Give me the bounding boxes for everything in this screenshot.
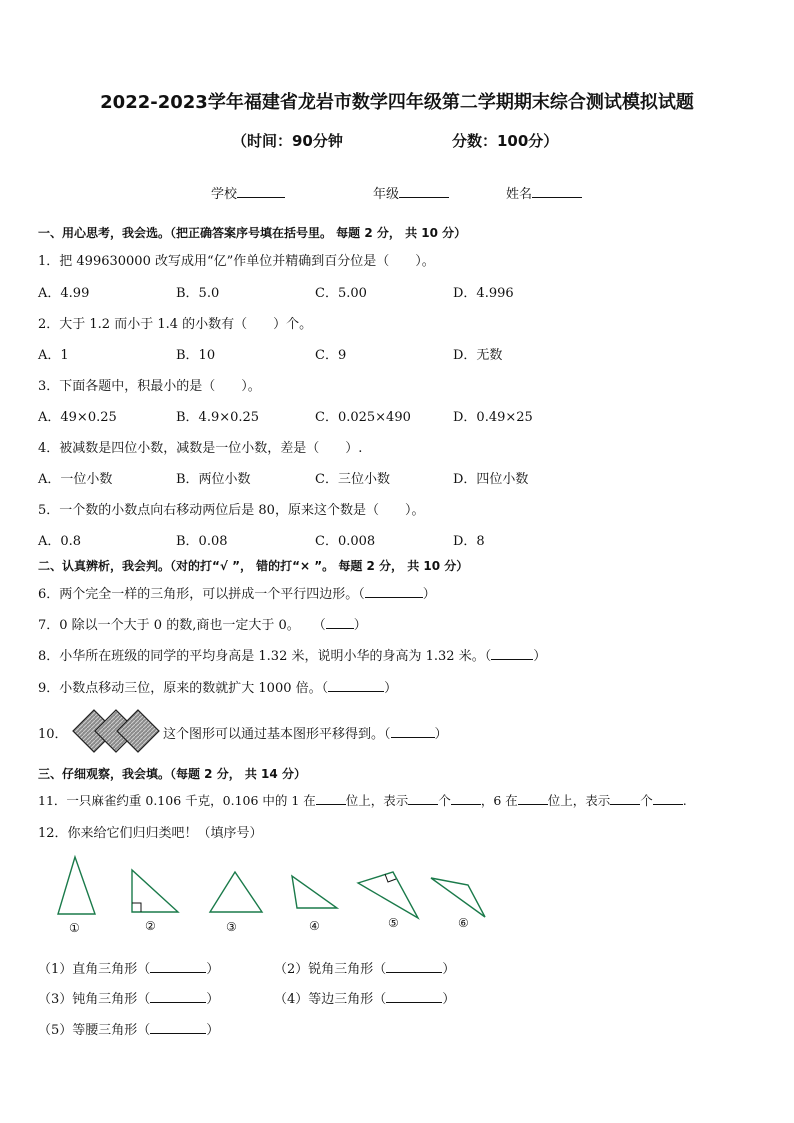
q7-text: 7．0 除以一个大于 0 的数,商也一定大于 0。 （ xyxy=(38,618,326,633)
question-9 xyxy=(38,677,397,696)
category-3-close: ） xyxy=(206,992,220,1007)
q8-text: 8．小华所在班级的同学的平均身高是 1.32 米，说明小华的身高为 1.32 米。（ xyxy=(38,649,492,664)
q11-blank-3[interactable] xyxy=(451,792,481,805)
triangle-label-3: ③ xyxy=(226,920,237,934)
q10-answer-blank[interactable] xyxy=(391,725,435,738)
page-title: 2022-2023学年福建省龙岩市数学四年级第二学期期末综合测试模拟试题 xyxy=(100,92,694,113)
category-5-close: ） xyxy=(206,1023,220,1038)
category-1-blank[interactable] xyxy=(150,960,206,973)
section2-heading: 二、认真辨析，我会判。（对的打“√ ”， 错的打“× ”。 每题 2 分， 共 10 分） xyxy=(38,559,469,573)
category-isosceles-triangle xyxy=(38,1019,219,1038)
category-4-blank[interactable] xyxy=(386,990,442,1003)
q10-close: ） xyxy=(434,727,448,742)
q5-option-d: D．8 xyxy=(453,534,485,549)
q2-option-a: A．1 xyxy=(38,348,69,363)
question-4: 4．被减数是四位小数，减数是一位小数，差是（ ）. xyxy=(38,441,363,456)
exam-score: 分数：100分） xyxy=(452,132,559,150)
q10-diamond-figure xyxy=(71,708,161,754)
q6-text: 6．两个完全一样的三角形，可以拼成一个平行四边形。（ xyxy=(38,587,365,602)
q10-number: 10． xyxy=(38,727,68,742)
triangle-2-right-angle-mark xyxy=(132,903,141,912)
q5-option-a: A．0.8 xyxy=(38,534,82,549)
question-2: 2．大于 1.2 而小于 1.4 的小数有（ ）个。 xyxy=(38,317,313,332)
question-10 xyxy=(163,723,448,742)
q11-blank-1[interactable] xyxy=(316,792,346,805)
triangle-label-6: ⑥ xyxy=(458,916,469,930)
q4-option-b: B．两位小数 xyxy=(176,472,251,487)
category-1-label: （1）直角三角形（ xyxy=(38,962,151,977)
q11-part-7: . xyxy=(682,793,687,808)
triangle-label-1: ① xyxy=(69,921,80,935)
triangle-label-5: ⑤ xyxy=(388,916,399,930)
triangle-label-4: ④ xyxy=(309,919,320,933)
grade-blank xyxy=(399,185,449,198)
category-2-blank[interactable] xyxy=(386,960,442,973)
category-2-label: （2）锐角三角形（ xyxy=(274,962,387,977)
q7-answer-blank[interactable] xyxy=(326,616,354,629)
q7-close: ） xyxy=(353,618,367,633)
triangle-3 xyxy=(210,872,262,912)
exam-time: （时间：90分钟 xyxy=(232,132,343,150)
q3-option-d: D．0.49×25 xyxy=(453,410,533,425)
q6-close: ） xyxy=(422,587,436,602)
category-5-label: （5）等腰三角形（ xyxy=(38,1023,151,1038)
q11-blank-6[interactable] xyxy=(653,792,683,805)
q1-option-a: A．4.99 xyxy=(38,286,90,301)
q1-option-d: D．4.996 xyxy=(453,286,514,301)
category-right-triangle xyxy=(38,958,219,977)
q1-option-b: B．5.0 xyxy=(176,286,220,301)
q2-option-c: C．9 xyxy=(315,348,347,363)
q11-part-4: ，6 在 xyxy=(480,793,518,808)
q11-part-2: 位上，表示 xyxy=(345,793,409,808)
question-12: 12．你来给它们归归类吧！（填序号） xyxy=(38,826,263,841)
q11-part-3: 个 xyxy=(438,793,451,808)
name-field xyxy=(506,183,582,202)
grade-field xyxy=(373,183,449,202)
triangle-label-2: ② xyxy=(145,919,156,933)
q11-blank-2[interactable] xyxy=(408,792,438,805)
q1-option-c: C．5.00 xyxy=(315,286,367,301)
q11-part-5: 位上，表示 xyxy=(547,793,611,808)
q2-option-d: D．无数 xyxy=(453,348,503,363)
q8-close: ） xyxy=(533,649,547,664)
q9-answer-blank[interactable] xyxy=(328,679,384,692)
category-obtuse-triangle xyxy=(38,988,219,1007)
triangle-5 xyxy=(358,872,418,918)
category-4-close: ） xyxy=(442,992,456,1007)
section1-heading: 一、用心思考，我会选。（把正确答案序号填在括号里。 每题 2 分， 共 10 分） xyxy=(38,226,467,240)
school-label: 学校 xyxy=(211,187,238,202)
name-blank xyxy=(532,185,582,198)
q8-answer-blank[interactable] xyxy=(491,647,533,660)
q6-answer-blank[interactable] xyxy=(365,585,423,598)
q11-part-1: 11．一只麻雀约重 0.106 千克，0.106 中的 1 在 xyxy=(38,793,316,808)
category-1-close: ） xyxy=(206,962,220,977)
category-acute-triangle xyxy=(274,958,455,977)
triangle-2 xyxy=(132,870,178,912)
question-3: 3．下面各题中，积最小的是（ ）。 xyxy=(38,379,261,394)
category-3-label: （3）钝角三角形（ xyxy=(38,992,151,1007)
q3-option-b: B．4.9×0.25 xyxy=(176,410,260,425)
question-8 xyxy=(38,645,546,664)
q11-blank-4[interactable] xyxy=(518,792,548,805)
triangle-6 xyxy=(431,878,485,917)
triangle-4 xyxy=(292,876,337,908)
category-3-blank[interactable] xyxy=(150,990,206,1003)
q2-option-b: B．10 xyxy=(176,348,216,363)
q3-option-c: C．0.025×490 xyxy=(315,410,411,425)
q4-option-d: D．四位小数 xyxy=(453,472,529,487)
q10-text: 这个图形可以通过基本图形平移得到。（ xyxy=(163,727,391,742)
school-field xyxy=(211,183,285,202)
q5-option-c: C．0.008 xyxy=(315,534,376,549)
q5-option-b: B．0.08 xyxy=(176,534,228,549)
question-6 xyxy=(38,583,436,602)
diamond-shape-3 xyxy=(117,710,159,752)
category-5-blank[interactable] xyxy=(150,1021,206,1034)
question-7 xyxy=(38,614,367,633)
name-label: 姓名 xyxy=(506,187,533,202)
category-2-close: ） xyxy=(442,962,456,977)
q11-blank-5[interactable] xyxy=(610,792,640,805)
q9-close: ） xyxy=(384,681,398,696)
q12-triangles-figure xyxy=(50,852,500,937)
category-equilateral-triangle xyxy=(274,988,455,1007)
q11-part-6: 个 xyxy=(640,793,653,808)
question-1: 1．把 499630000 改写成用“亿”作单位并精确到百分位是（ ）。 xyxy=(38,254,435,269)
q3-option-a: A．49×0.25 xyxy=(38,410,117,425)
section3-heading: 三、仔细观察，我会填。（每题 2 分， 共 14 分） xyxy=(38,767,306,781)
q4-option-a: A．一位小数 xyxy=(38,472,113,487)
category-4-label: （4）等边三角形（ xyxy=(274,992,387,1007)
triangle-1 xyxy=(58,857,95,914)
grade-label: 年级 xyxy=(373,187,400,202)
q4-option-c: C．三位小数 xyxy=(315,472,390,487)
question-5: 5．一个数的小数点向右移动两位后是 80，原来这个数是（ ）。 xyxy=(38,503,425,518)
school-blank xyxy=(237,185,285,198)
q9-text: 9．小数点移动三位，原来的数就扩大 1000 倍。（ xyxy=(38,681,329,696)
question-11 xyxy=(38,791,687,809)
